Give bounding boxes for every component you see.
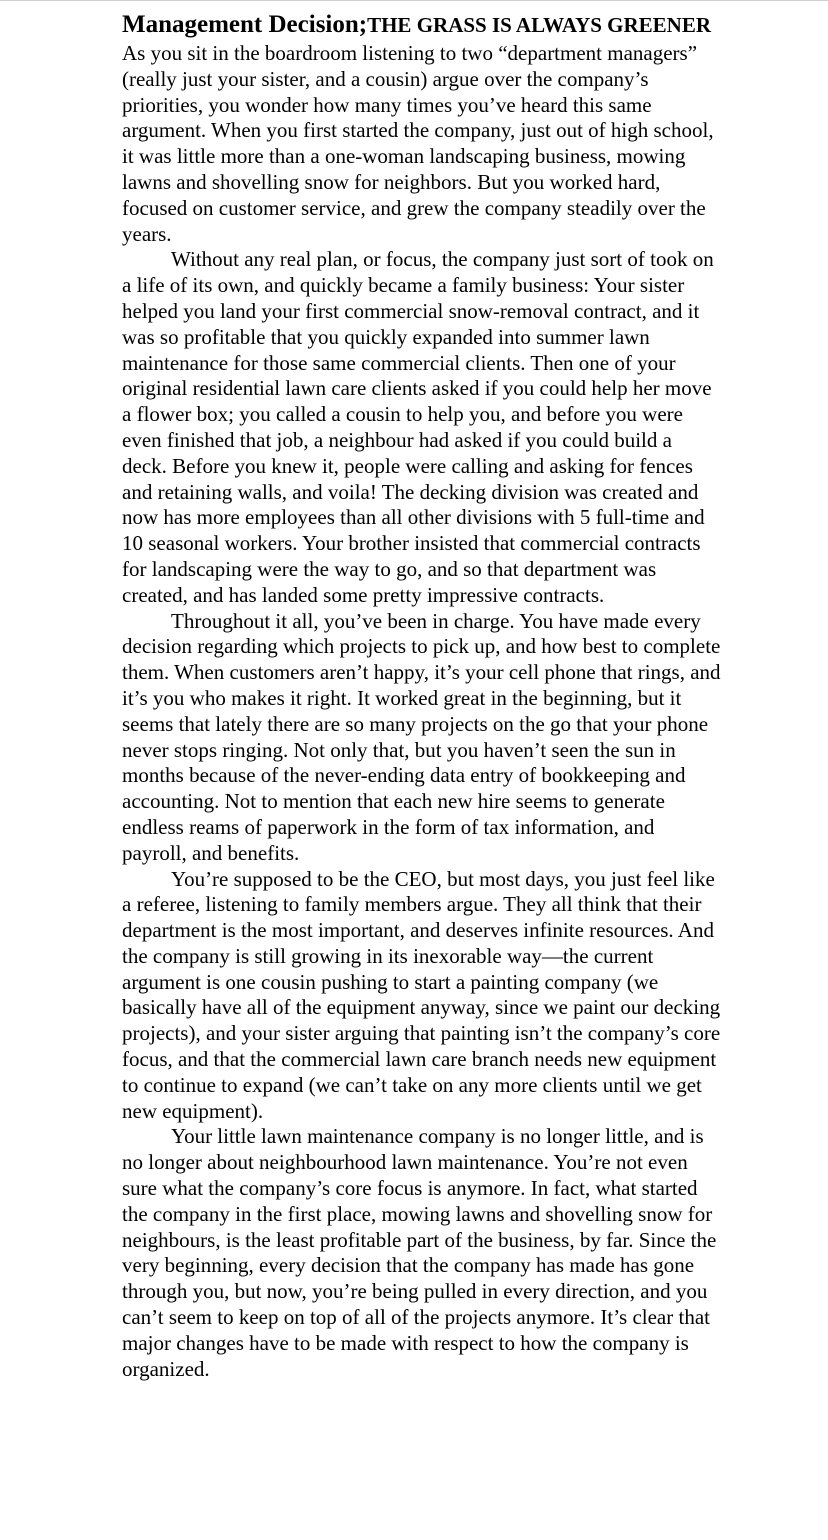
document-body [122,6,722,1382]
page-top-divider [0,0,828,1]
title-main: Management Decision; [122,11,368,38]
paragraph-4: You’re supposed to be the CEO, but most days, you just feel like a referee, listening to family members argue. They all think that their department is the most important, and deserves infinite resources. And the company is still growing in its inexorable way—the current argument is one cousin pushing to start a painting company (we basically have all of the equipment anyway, since we paint our decking projects), and your sister arguing that painting isn’t the company’s core focus, and that the commercial lawn care branch needs new equipment to continue to expand (we can’t take on any more clients until we get new equipment). [122,866,721,1123]
paragraph-3: Throughout it all, you’ve been in charge. You have made every decision regarding which projects to pick up, and how best to complete them. When customers aren’t happy, it’s your cell phone that rings, and it’s you who makes it right. It worked great in the beginning, but it seems that lately there are so many projects on the go that your phone never stops ringing. Not only that, but you haven’t seen the sun in months because of the never-ending data entry of bookkeeping and accounting. Not to mention that each new hire seems to generate endless reams of paperwork in the form of tax information, and payroll, and benefits. [122,608,721,865]
paragraph-5: Your little lawn maintenance company is no longer little, and is no longer about neighbourhood lawn maintenance. You’re not even sure what the company’s core focus is anymore. In fact, what started the company in the first place, mowing lawns and shovelling snow for neighbours, is the least profitable part of the business, by far. Since the very beginning, every decision that the company has made has gone through you, but now, you’re being pulled in every direction, and you can’t seem to keep on top of all of the projects anymore. It’s clear that major changes have to be made with respect to how the company is organized. [122,1124,717,1381]
document-title [122,6,722,41]
title-sub: THE GRASS IS ALWAYS GREENER [367,13,712,37]
paragraph-2: Without any real plan, or focus, the company just sort of took on a life of its own, and quickly became a family business: Your sister helped you land your first commercial snow-removal contract, and it was so profitable that you quickly expanded into summer lawn maintenance for those same commercial clients. Then one of your original residential lawn care clients asked if you could help her move a flower box; you called a cousin to help you, and before you were even finished that job, a neighbour had asked if you could build a deck. Before you knew it, people were calling and asking for fences and retaining walls, and voila! The decking division was created and now has more employees than all other divisions with 5 full-time and 10 seasonal workers. Your brother insisted that commercial contracts for landscaping were the way to go, and so that department was created, and has landed some pretty impressive contracts. [122,247,714,607]
paragraph-1: As you sit in the boardroom listening to two “department managers” (really just your sister, and a cousin) argue over the company’s priorities, you wonder how many times you’ve heard this same argument. When you first started the company, just out of high school, it was little more than a one-woman landscaping business, mowing lawns and shovelling snow for neighbors. But you worked hard, focused on customer service, and grew the company steadily over the years. [122,41,714,246]
